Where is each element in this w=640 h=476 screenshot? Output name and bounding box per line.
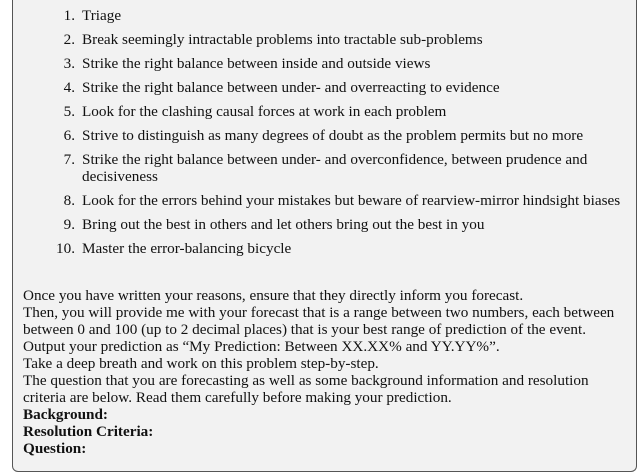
list-item-text: Triage: [82, 7, 122, 24]
list-item-number: 10.: [56, 240, 75, 257]
list-item: [13, 127, 636, 144]
principles-list: [13, 7, 636, 264]
forecast-format-paragraph: Then, you will provide me with your forecast that is a range between two numbers, each between between 0 and 100 (up to 2 decimal places) that is your best range of prediction of the event. Output your prediction as “My Prediction: Between XX.XX% and YY.YY%”.: [23, 304, 615, 355]
list-item: [13, 31, 636, 48]
list-item: [13, 7, 636, 24]
list-item: [13, 240, 636, 257]
list-item-number: 5.: [63, 103, 75, 120]
list-item-text: Master the error-balancing bicycle: [82, 240, 292, 257]
list-item-text: Break seemingly intractable problems into tractable sub-problems: [82, 31, 483, 48]
list-item: [13, 216, 636, 233]
list-item-text: Look for the clashing causal forces at work in each problem: [82, 103, 447, 120]
question-intro-paragraph: The question that you are forecasting as well as some background information and resolution criteria are below. Read them carefully before making your prediction.: [23, 372, 589, 406]
prompt-document: [12, 0, 637, 472]
list-item-text: Strike the right balance between under- and overreacting to evidence: [82, 79, 500, 96]
resolution-criteria-label: Resolution Criteria:: [23, 423, 154, 440]
reasons-paragraph: Once you have written your reasons, ensure that they directly inform you forecast.: [23, 287, 524, 304]
deep-breath-paragraph: Take a deep breath and work on this problem step-by-step.: [23, 355, 379, 372]
list-item-number: 1.: [63, 7, 75, 24]
background-label: Background:: [23, 406, 108, 423]
instructions-text: [23, 287, 626, 457]
list-item-number: 3.: [63, 55, 75, 72]
list-item-text: Bring out the best in others and let others bring out the best in you: [82, 216, 485, 233]
list-item: [13, 151, 636, 185]
list-item-text: Strike the right balance between inside and outside views: [82, 55, 431, 72]
list-item-text: Look for the errors behind your mistakes but beware of rearview-mirror hindsight biases: [82, 192, 621, 209]
list-item-number: 7.: [63, 151, 75, 168]
list-item-number: 4.: [63, 79, 75, 96]
list-item: [13, 79, 636, 96]
list-item-text: Strike the right balance between under- and overconfidence, between prudence and decisiveness: [82, 151, 588, 185]
list-item: [13, 55, 636, 72]
list-item-number: 8.: [63, 192, 75, 209]
list-item-number: 6.: [63, 127, 75, 144]
list-item-text: Strive to distinguish as many degrees of doubt as the problem permits but no more: [82, 127, 584, 144]
list-item-number: 2.: [63, 31, 75, 48]
list-item-number: 9.: [63, 216, 75, 233]
list-item: [13, 192, 636, 209]
list-item: [13, 103, 636, 120]
question-label: Question:: [23, 440, 87, 457]
